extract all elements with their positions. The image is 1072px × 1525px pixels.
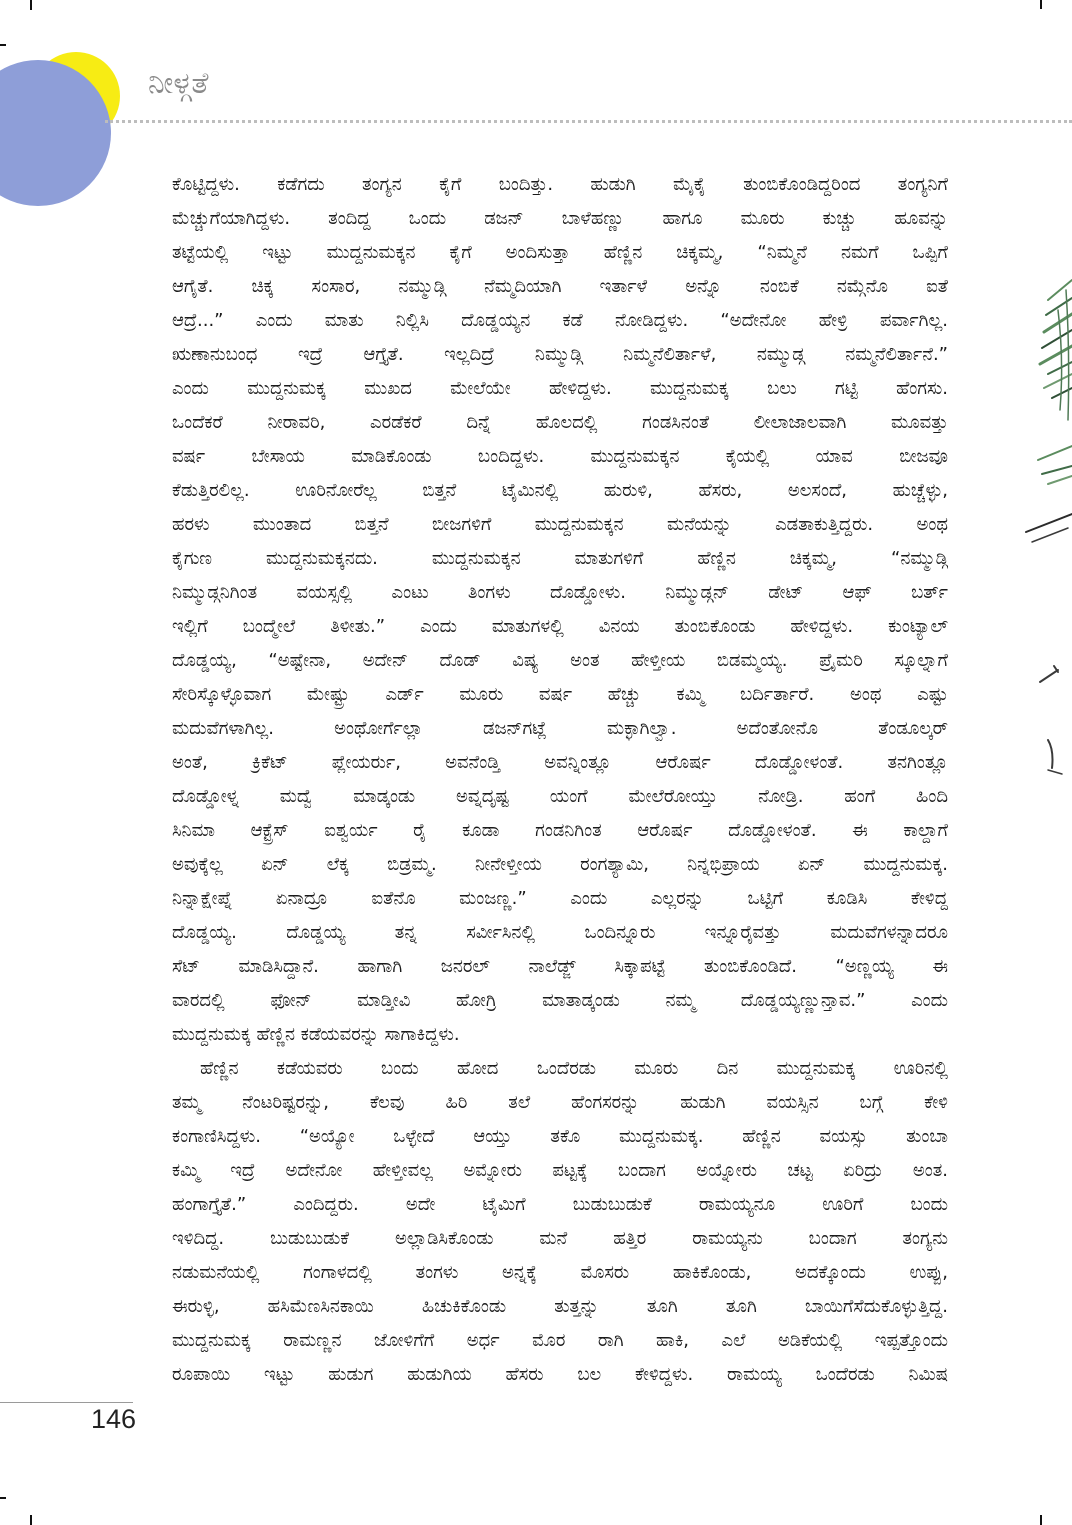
header-dotted-divider — [105, 120, 1072, 123]
text-line: ಕೆಡುತ್ತಿರಲಿಲ್ಲ. ಊರಿನೋರೆಲ್ಲ ಬಿತ್ತನೆ ಟೈಮಿನಲ್ಲಿ ಹುರುಳಿ, ಹೆಸರು, ಅಲಸಂದೆ, ಹುಚ್ಚೆಳ್ಳು, — [172, 480, 948, 501]
text-line: ಆಗೈತೆ. ಚಿಕ್ಕ ಸಂಸಾರ, ನಮ್ಮುಡ್ಗಿ ನೆಮ್ಮದಿಯಾಗಿ ಇರ್ತಾಳೆ ಅನ್ನೊ ನಂಬಿಕೆ ನಮ್ಗೆನೊ ಐತೆ — [172, 276, 948, 297]
story-text-block — [172, 168, 948, 1392]
text-line: ಋಣಾನುಬಂಧ ಇದ್ರೆ ಆಗ್ತೈತೆ. ಇಲ್ಲದಿದ್ರೆ ನಿಮ್ಮುಡ್ಗಿ ನಿಮ್ಮನೆಲಿರ್ತಾಳೆ, ನಮ್ಮುಡ್ಗ ನಮ್ಮನೆಲಿರ್ತಾನೆ.” — [172, 344, 948, 365]
text-line: ರೂಪಾಯಿ ಇಟ್ಟು ಹುಡುಗ ಹುಡುಗಿಯ ಹೆಸರು ಬಲ ಕೇಳಿದ್ದಳು. ರಾಮಯ್ಯ ಒಂದೆರಡು ನಿಮಿಷ — [172, 1364, 948, 1385]
text-line: ಕಂಗಾಣಿಸಿದ್ದಳು. “ಅಯ್ಯೋ ಒಳ್ಳೇದೆ ಆಯ್ತು ತಕೊ ಮುದ್ದನುಮಕ್ಕ. ಹೆಣ್ಣಿನ ವಯಸ್ಸು ತುಂಬಾ — [172, 1126, 948, 1147]
text-line: ಎಂದು ಮುದ್ದನುಮಕ್ಕ ಮುಖದ ಮೇಲೆಯೇ ಹೇಳಿದ್ದಳು. ಮುದ್ದನುಮಕ್ಕ ಬಲು ಗಟ್ಟಿ ಹೆಂಗಸು. — [172, 378, 948, 399]
text-line: ಆದ್ರೆ...” ಎಂದು ಮಾತು ನಿಲ್ಲಿಸಿ ದೊಡ್ಡಯ್ಯನ ಕಡೆ ನೋಡಿದ್ದಳು. “ಅದೇನೋ ಹೇಳ್ರಿ ಪರ್ವಾಗಿಲ್ಲ. — [172, 310, 948, 331]
crop-mark-bottom-left — [30, 1515, 32, 1525]
page-number: 146 — [90, 1404, 136, 1434]
text-line: ವಾರದಲ್ಲಿ ಫೋನ್ ಮಾಡ್ತೀವಿ ಹೋಗ್ರಿ ಮಾತಾಡ್ಕಂಡು ನಮ್ಮ ದೊಡ್ಡಯ್ಯಣ್ಣುನ್ತಾವ.” ಎಂದು — [172, 990, 948, 1011]
paragraph — [172, 1052, 948, 1392]
text-line: ಮುದ್ದನುಮಕ್ಕ ರಾಮಣ್ಣನ ಜೋಳಿಗೆಗೆ ಅರ್ಧ ಮೊರ ರಾಗಿ ಹಾಕಿ, ಎಲೆ ಅಡಿಕೆಯಲ್ಲಿ ಇಪ್ಪತ್ತೊಂದು — [172, 1330, 948, 1351]
text-line: ಕೊಟ್ಟಿದ್ದಳು. ಕಡೆಗದು ತಂಗ್ಯನ ಕೈಗೆ ಬಂದಿತ್ತು. ಹುಡುಗಿ ಮೈಕೈ ತುಂಬಿಕೊಂಡಿದ್ದರಿಂದ ತಂಗ್ಯನಿಗೆ — [172, 174, 948, 195]
text-line: ಕೈಗುಣ ಮುದ್ದನುಮಕ್ಕನದು. ಮುದ್ದನುಮಕ್ಕನ ಮಾತುಗಳಿಗೆ ಹೆಣ್ಣಿನ ಚಿಕ್ಕಮ್ಮ, “ನಮ್ಮುಡ್ಗಿ — [172, 548, 948, 569]
text-line: ತಟ್ಟೆಯಲ್ಲಿ ಇಟ್ಟು ಮುದ್ದನುಮಕ್ಕನ ಕೈಗೆ ಅಂದಿಸುತ್ತಾ ಹೆಣ್ಣಿನ ಚಿಕ್ಕಮ್ಮ, “ನಿಮ್ಮನೆ ನಮಗೆ ಒಪ್ಪಿಗೆ — [172, 242, 948, 263]
text-line: ಅವುಕ್ಕೆಲ್ಲ ಏನ್ ಲೆಕ್ಕ ಬಿಡ್ರಮ್ಮ. ನೀನೇಳ್ತೀಯ ರಂಗಶ್ಯಾಮಿ, ನಿನ್ನಭಿಪ್ರಾಯ ಏನ್ ಮುದ್ದನುಮಕ್ಕ. — [172, 854, 948, 875]
text-line: ಸೆಟ್ ಮಾಡಿಸಿದ್ದಾನೆ. ಹಾಗಾಗಿ ಜನರಲ್ ನಾಲೆಡ್ಜ್ ಸಿಕ್ಕಾಪಟ್ಟೆ ತುಂಬಿಕೊಂಡಿದೆ. “ಅಣ್ಣಯ್ಯ ಈ — [172, 956, 948, 977]
decorative-circles — [0, 0, 140, 220]
text-line: ಹಂಗಾಗ್ತೈತೆ.” ಎಂದಿದ್ದರು. ಅದೇ ಟೈಮಿಗೆ ಬುಡುಬುಡುಕೆ ರಾಮಯ್ಯನೂ ಊರಿಗೆ ಬಂದು — [172, 1194, 948, 1215]
text-line: ನಡುಮನೆಯಲ್ಲಿ ಗಂಗಾಳದಲ್ಲಿ ತಂಗಳು ಅನ್ನಕ್ಕೆ ಮೊಸರು ಹಾಕಿಕೊಂಡು, ಅದಕ್ಕೊಂದು ಉಪ್ಪು, — [172, 1262, 948, 1283]
text-line: ಮದುವೆಗಳಾಗಿಲ್ಲ. ಅಂಥೋರ್ಗೆಲ್ಲಾ ಡಜನ್‌ಗಟ್ಲೆ ಮಕ್ಳಾಗಿಲ್ವಾ. ಅದೆಂತೋನೊ ತೆಂಡೂಲ್ಕರ್ — [172, 718, 948, 739]
crop-mark-left-bottom — [0, 1497, 6, 1499]
text-line: ದೊಡ್ಡೋಳ್ನ ಮದ್ವೆ ಮಾಡ್ಕಂಡು ಅವ್ನದೃಷ್ಟ ಯಂಗೆ ಮೇಲೆರೋಯ್ತು ನೋಡ್ರಿ. ಹಂಗೆ ಹಿಂದಿ — [172, 786, 948, 807]
text-line: ದೊಡ್ಡಯ್ಯ. ದೊಡ್ಡಯ್ಯ ತನ್ನ ಸರ್ವೀಸಿನಲ್ಲಿ ಒಂದಿನ್ನೂರು ಇನ್ನೂರೈವತ್ತು ಮದುವೆಗಳನ್ನಾದರೂ — [172, 922, 948, 943]
text-line: ನಿಮ್ಮುಡ್ಗನಿಗಿಂತ ವಯಸ್ಸಲ್ಲಿ ಎಂಟು ತಿಂಗಳು ದೊಡ್ಡೋಳು. ನಿಮ್ಮುಡ್ಗನ್ ಡೇಟ್ ಆಫ್ ಬರ್ತ್ — [172, 582, 948, 603]
text-line: ಇಳಿದಿದ್ದ. ಬುಡುಬುಡುಕೆ ಅಲ್ಲಾಡಿಸಿಕೊಂಡು ಮನೆ ಹತ್ತಿರ ರಾಮಯ್ಯನು ಬಂದಾಗ ತಂಗ್ಯನು — [172, 1228, 948, 1249]
running-header-title: ನೀಳ್ಗತೆ — [148, 66, 209, 101]
paragraph — [172, 168, 948, 1052]
text-line: ಮೆಚ್ಚುಗೆಯಾಗಿದ್ದಳು. ತಂದಿದ್ದ ಒಂದು ಡಜನ್ ಬಾಳೆಹಣ್ಣು ಹಾಗೂ ಮೂರು ಕುಚ್ಚು ಹೂವನ್ನು — [172, 208, 948, 229]
text-line: ತಮ್ಮ ನೆಂಟರಿಷ್ಟರನ್ನು, ಕೆಲವು ಹಿರಿ ತಲೆ ಹೆಂಗಸರನ್ನು ಹುಡುಗಿ ವಯಸ್ಸಿನ ಬಗ್ಗೆ ಕೇಳಿ — [172, 1092, 948, 1113]
text-line: ಅಂತೆ, ಕ್ರಿಕೆಟ್ ಪ್ಲೇಯರ್ರು, ಅವನೆಂಡ್ತಿ ಅವನ್ನಿಂತ್ಲೂ ಆರೊರ್ಷ ದೊಡ್ಡೋಳಂತೆ. ತನಗಿಂತ್ಲೂ — [172, 752, 948, 773]
text-line: ಸೇರಿಸ್ಕೊಳ್ಳೊವಾಗ ಮೇಷ್ಟ್ರು ಎರ್ಡ್ ಮೂರು ವರ್ಷ ಹೆಚ್ಚು ಕಮ್ಮಿ ಬರ್ದಿರ್ತಾರೆ. ಅಂಥ ಎಷ್ಟು — [172, 684, 948, 705]
text-line: ಒಂದೆಕರೆ ನೀರಾವರಿ, ಎರಡೆಕರೆ ದಿನ್ನೆ ಹೊಲದಲ್ಲಿ ಗಂಡಸಿನಂತೆ ಲೀಲಾಜಾಲವಾಗಿ ಮೂವತ್ತು — [172, 412, 948, 433]
text-line: ಹೆಣ್ಣಿನ ಕಡೆಯವರು ಬಂದು ಹೋದ ಒಂದೆರಡು ಮೂರು ದಿನ ಮುದ್ದನುಮಕ್ಕ ಊರಿನಲ್ಲಿ — [200, 1058, 948, 1079]
plant-sketch-illustration — [1018, 270, 1072, 790]
crop-mark-bottom-right — [1040, 1515, 1042, 1525]
text-line: ಇಲ್ಲಿಗೆ ಬಂದ್ಮೇಲೆ ತಿಳೀತು.” ಎಂದು ಮಾತುಗಳಲ್ಲಿ ವಿನಯ ತುಂಬಿಕೊಂಡು ಹೇಳಿದ್ದಳು. ಕುಂಟ್ಯಾಲ್ — [172, 616, 948, 637]
crop-mark-top-right — [1040, 0, 1042, 9]
text-line: ವರ್ಷ ಬೇಸಾಯ ಮಾಡಿಕೊಂಡು ಬಂದಿದ್ದಳು. ಮುದ್ದನುಮಕ್ಕನ ಕೈಯಲ್ಲಿ ಯಾವ ಬೀಜವೂ — [172, 446, 948, 467]
text-line: ದೊಡ್ಡಯ್ಯ, “ಅಷ್ಟೇನಾ, ಅದೇನ್ ದೊಡ್ ವಿಷ್ಯ ಅಂತ ಹೇಳ್ತೀಯ ಬಿಡಮ್ಮಯ್ಯ. ಪ್ರೈಮರಿ ಸ್ಕೂಲ್ನಾಗೆ — [172, 650, 948, 671]
text-line: ಹರಳು ಮುಂತಾದ ಬಿತ್ತನೆ ಬೀಜಗಳಿಗೆ ಮುದ್ದನುಮಕ್ಕನ ಮನೆಯನ್ನು ಎಡತಾಕುತ್ತಿದ್ದರು. ಅಂಥ — [172, 514, 948, 535]
text-line: ಕಮ್ಮಿ ಇದ್ರೆ ಅದೇನೋ ಹೇಳ್ತೀವಲ್ಲ ಅಮ್ನೋರು ಪಟ್ಟಕ್ಕೆ ಬಂದಾಗ ಅಯ್ನೋರು ಚಟ್ಟ ಏರಿದ್ರು ಅಂತ. — [172, 1160, 948, 1181]
text-line: ಸಿನಿಮಾ ಆಕ್ಟ್ರೆಸ್ ಐಶ್ವರ್ಯ ರೈ ಕೂಡಾ ಗಂಡನಿಗಿಂತ ಆರೊರ್ಷ ದೊಡ್ಡೋಳಂತೆ. ಈ ಕಾಲ್ದಾಗೆ — [172, 820, 948, 841]
text-line: ನಿನ್ನಾಕ್ಷೇಪ್ನೆ ಏನಾದ್ರೂ ಐತೆನೊ ಮಂಜಣ್ಣ.” ಎಂದು ಎಲ್ಲರನ್ನು ಒಟ್ಟಿಗೆ ಕೂಡಿಸಿ ಕೇಳಿದ್ದ — [172, 888, 948, 909]
text-line: ಈರುಳ್ಳಿ, ಹಸಿಮೆಣಸಿನಕಾಯಿ ಹಿಚುಕಿಕೊಂಡು ತುತ್ತನ್ನು ತೂಗಿ ತೂಗಿ ಬಾಯಿಗೆಸೆದುಕೊಳ್ಳುತ್ತಿದ್ದ. — [172, 1296, 948, 1317]
text-line: ಮುದ್ದನುಮಕ್ಕ ಹೆಣ್ಣಿನ ಕಡೆಯವರನ್ನು ಸಾಗಾಕಿದ್ದಳು. — [172, 1024, 460, 1045]
